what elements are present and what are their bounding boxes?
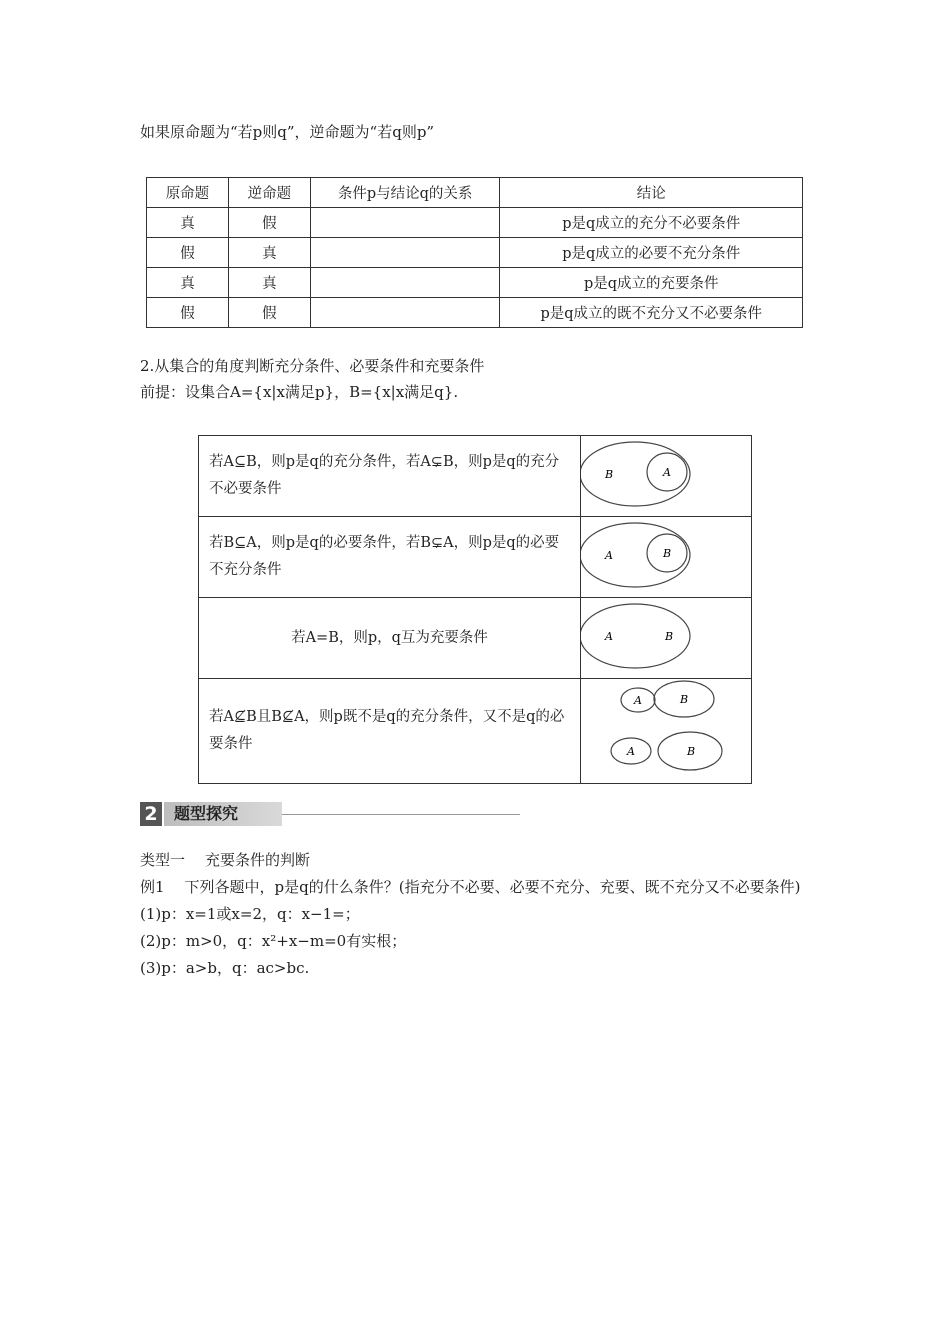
venn-diagram-equal [581,598,752,679]
section-2-premise: 前提：设集合A={x|x满足p}，B={x|x满足q}. [140,383,459,401]
venn-set-a [581,523,690,587]
venn-label: A [627,745,635,758]
table-cell [310,268,500,298]
table-row [199,517,752,598]
venn-diagram-neither [581,679,752,784]
venn-label: B [680,693,689,706]
header-conclusion: 结论 [500,178,803,208]
type-label: 类型一 [140,851,186,869]
example-label: 例1 [140,878,165,896]
table-cell: 真 [228,268,310,298]
venn-label: B [687,745,696,758]
table-row [147,298,803,328]
table-cell: 假 [147,238,229,268]
table-cell [310,298,500,328]
table-cell [310,238,500,268]
set-relation-table [198,435,752,784]
proposition-table [146,177,803,328]
table-cell: p是q成立的既不充分又不必要条件 [500,298,803,328]
header-original: 原命题 [147,178,229,208]
banner-label: 题型探究 [164,802,282,826]
venn-label: A [605,630,613,643]
banner-number: 2 [140,802,162,826]
relation-text: 若A=B，则p，q互为充要条件 [199,598,581,679]
table-cell: 真 [147,208,229,238]
table-row [147,238,803,268]
venn-diagram-subset [581,436,752,517]
section-banner [140,802,520,828]
example-text: 下列各题中，p是q的什么条件？(指充分不必要、必要不充分、充要、既不充分又不必要条件) [184,878,801,896]
table-row [199,436,752,517]
table-cell: p是q成立的充要条件 [500,268,803,298]
venn-set-b [581,442,690,506]
table-cell: 假 [228,208,310,238]
venn-set-ab [581,604,690,668]
header-relation: 条件p与结论q的关系 [310,178,500,208]
table-row [147,208,803,238]
list-item: (1)p：x=1或x=2，q：x−1=； [140,905,360,923]
table-row [199,679,752,784]
table-cell: p是q成立的必要不充分条件 [500,238,803,268]
table-cell: 假 [228,298,310,328]
table-cell: 真 [228,238,310,268]
table-row [199,598,752,679]
example-heading [140,874,820,901]
venn-label: A [605,549,613,562]
section-2-title: 2.从集合的角度判断充分条件、必要条件和充要条件 [140,357,485,375]
relation-text: 若A⊈B且B⊈A，则p既不是q的充分条件，又不是q的必要条件 [199,679,581,784]
table-row [147,268,803,298]
list-item: (2)p：m>0，q：x²+x−m=0有实根； [140,932,407,950]
venn-label: A [634,694,642,707]
list-item: (3)p：a>b，q：ac>bc. [140,959,310,977]
venn-label: B [605,468,614,481]
table-cell: p是q成立的充分不必要条件 [500,208,803,238]
venn-label: A [663,466,671,479]
section-2 [140,353,484,405]
venn-label: B [665,630,674,643]
table-header-row [147,178,803,208]
table-cell: 真 [147,268,229,298]
venn-diagram-superset [581,517,752,598]
relation-text: 若B⊆A，则p是q的必要条件，若B⊊A，则p是q的必要不充分条件 [199,517,581,598]
venn-label: B [663,547,672,560]
section-3 [140,847,820,982]
header-converse: 逆命题 [228,178,310,208]
table-cell: 假 [147,298,229,328]
relation-text: 若A⊆B，则p是q的充分条件，若A⊊B，则p是q的充分不必要条件 [199,436,581,517]
table-cell [310,208,500,238]
type-heading [140,847,820,874]
banner-divider [282,814,520,815]
type-title: 充要条件的判断 [205,851,311,869]
intro-text: 如果原命题为“若p则q”，逆命题为“若q则p” [140,123,435,141]
